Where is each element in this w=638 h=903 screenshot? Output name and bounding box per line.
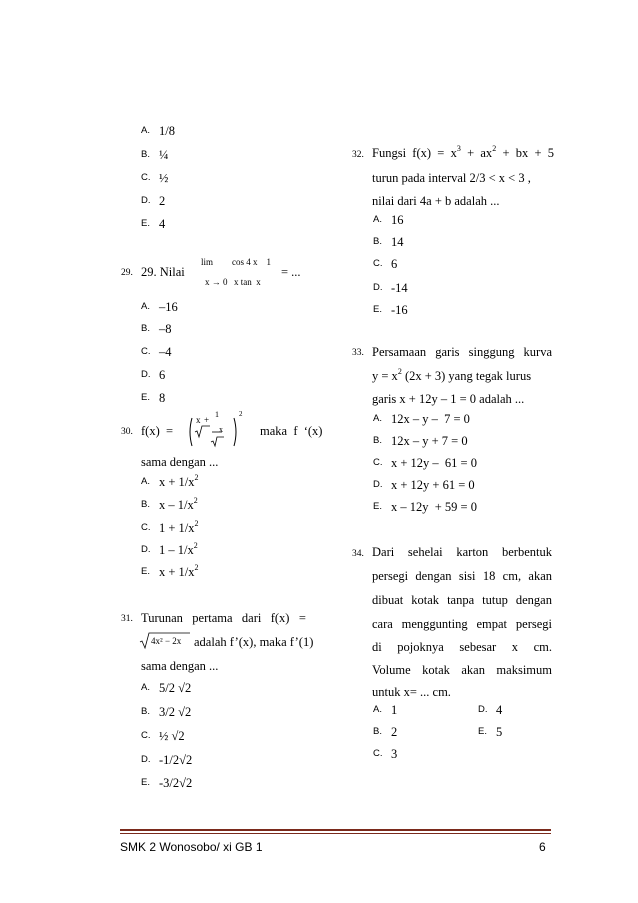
q31-line3: sama dengan ... — [141, 659, 219, 673]
q30-line2: sama dengan ... — [141, 455, 219, 469]
q29-lim-subscript: x → 0 — [205, 277, 228, 287]
q31-line1: Turunan pertama dari f(x) = — [141, 611, 306, 625]
q29-prefix: 29. Nilai — [141, 265, 185, 279]
q33-line1: Persamaan garis singgung kurva — [372, 345, 552, 359]
q34-line4: cara menggunting empat persegi — [372, 617, 552, 631]
q30-number: 30. — [121, 427, 133, 437]
q29-numerator: cos 4 x 1 — [232, 257, 271, 267]
q34-line3: dibuat kotak tanpa tutup dengan — [372, 593, 552, 607]
q30-sqrt-x-denominator: x — [219, 425, 223, 434]
footer-page-number: 6 — [539, 840, 546, 854]
q32-number: 32. — [352, 150, 364, 160]
q34-number: 34. — [352, 549, 364, 559]
q29-number: 29. — [121, 268, 133, 278]
q30-plus: + — [204, 415, 210, 425]
footer-school: SMK 2 Wonosobo/ xi GB 1 — [120, 840, 263, 854]
q29-lim: lim — [201, 257, 214, 267]
q29-suffix: = ... — [281, 265, 301, 279]
q34-line5: di pojoknya sebesar x cm. — [372, 640, 552, 654]
q32-line1: Fungsi $f(x) = x^3 + ax^2$ + bx + 5 — [372, 144, 555, 160]
footer-rule-thin — [120, 833, 551, 834]
q30-expression-figure — [186, 412, 242, 452]
q34-line1: Dari sehelai karton berbentuk — [372, 545, 552, 559]
q34-line2: persegi dengan sisi 18 cm, akan — [372, 569, 552, 583]
q31-radicand: 4x² − 2x — [151, 636, 182, 646]
q31-line2-tail: adalah f’(x), maka f’(1) — [194, 635, 314, 649]
q32-line3: nilai dari 4a + b adalah ... — [372, 194, 500, 208]
q30-power: 2 — [239, 410, 243, 418]
q30-tail: maka f ‘(x) — [260, 424, 323, 438]
q33-number: 33. — [352, 348, 364, 358]
q34-line6: Volume kotak akan maksimum — [372, 663, 552, 677]
q33-line3: garis x + 12y – 1 = 0 adalah ... — [372, 392, 525, 406]
q32-line2: turun pada interval 2/3 < x < 3 , — [372, 171, 531, 185]
footer-rule-thick — [120, 829, 551, 831]
q34-line7: untuk x= ... cm. — [372, 685, 451, 699]
q30-one: 1 — [215, 410, 219, 419]
q31-number: 31. — [121, 614, 133, 624]
q30-function: f(x) = — [141, 424, 174, 438]
q30-sqrt-x: x — [196, 415, 201, 425]
q33-line2: $y = x^2$ (2x + 3) yang tegak lurus — [372, 367, 532, 383]
q29-denominator: x tan x — [234, 277, 261, 287]
